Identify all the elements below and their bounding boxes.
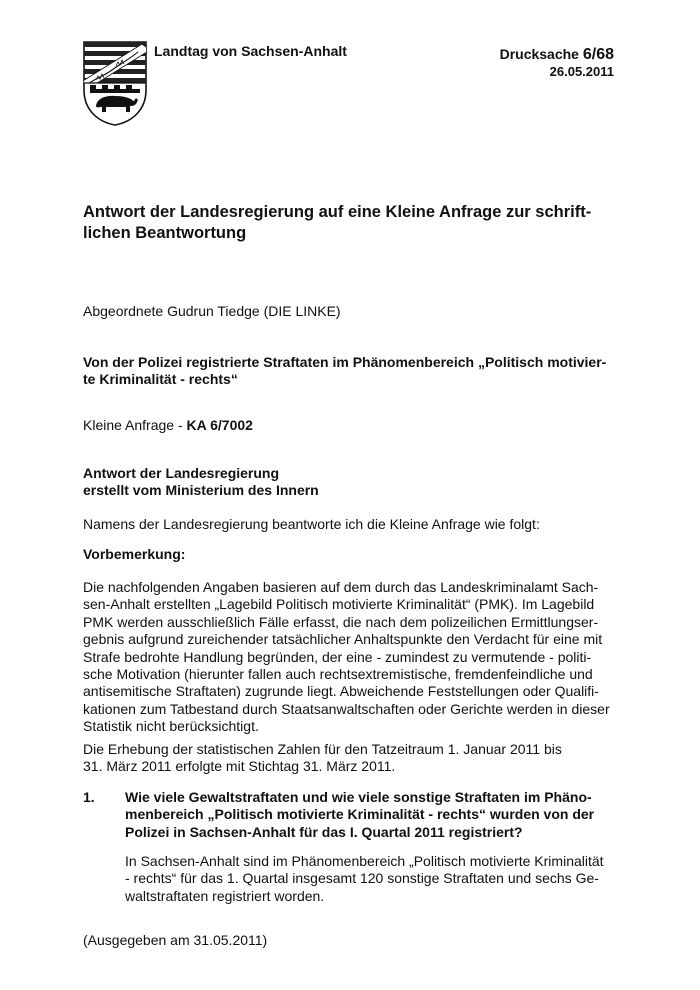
author-line: Abgeordnete Gudrun Tiedge (DIE LINKE) [83,303,341,319]
answer-line: waltstraftaten registriert worden. [125,887,325,904]
document-number-line [500,45,614,64]
paragraph-line: 31. März 2011 erfolgte mit Stichtag 31. März 2011. [83,758,396,775]
coat-of-arms-logo [82,40,148,126]
paragraph-line: sen-Anhalt erstellten „Lagebild Politisch motivierte Kriminalität“ (PMK). Im Lagebild [83,596,595,613]
document-date: 26.05.2011 [549,64,614,79]
question-line: Polizei in Sachsen-Anhalt für das I. Quartal 2011 registriert? [125,823,523,840]
document-label: Drucksache [499,46,579,62]
paragraph-line: Die nachfolgenden Angaben basieren auf dem durch das Landeskriminalamt Sach- [83,579,599,595]
subject-line: te Kriminalität - rechts“ [83,371,238,388]
paragraph-line: kationen zum Tatbestand durch Staatsanwaltschaften oder Gerichte werden in dieser [83,700,610,717]
answer-by-line: erstellt vom Ministerium des Innern [83,482,319,499]
issue-date-footer: (Ausgegeben am 31.05.2011) [83,932,268,948]
answer-by-line: Antwort der Landesregierung [83,465,280,481]
paragraph-line: Statistik nicht berücksichtigt. [83,718,259,735]
intro-sentence: Namens der Landesregierung beantworte ich die Kleine Anfrage wie folgt: [83,516,540,532]
paragraph-line: PMK werden ausschließlich Fälle erfasst, die nach dem polizeilichen Ermittlungser- [83,613,599,630]
document-reference [500,45,614,80]
subject-line: Von der Polizei registrierte Straftaten im Phänomenbereich „Politisch motivier- [83,354,607,370]
inquiry-reference [83,417,617,434]
inquiry-label: Kleine Anfrage - [83,417,187,433]
question-number: 1. [83,789,95,805]
answer-text [125,853,617,905]
answer-by-block [83,465,617,500]
title-line: Antwort der Landesregierung auf eine Kleine Anfrage zur schrift- [83,203,592,221]
paragraph-line: Strafe bedrohte Handlung begründen, der eine - zumindest zu vermutende - politi- [83,648,592,665]
period-paragraph [83,741,617,776]
question-line: menbereich „Politisch motivierte Kriminalität - rechts“ wurden von der [125,806,595,823]
inquiry-number: KA 6/7002 [186,417,253,433]
parliament-name: Landtag von Sachsen-Anhalt [154,43,347,59]
answer-line: - rechts“ für das 1. Quartal insgesamt 120 sonstige Straftaten und sechs Ge- [125,870,599,887]
title-line: lichen Beantwortung [83,224,247,242]
paragraph-line: sche Motivation (hierunter fallen auch rechtsextremistische, fremdenfeindliche und [83,666,593,683]
document-title [83,202,617,244]
paragraph-line: gebnis aufgrund zureichender tatsächlicher Anhaltspunkte den Verdacht für eine mit [83,631,603,648]
preliminary-paragraph [83,579,617,736]
paragraph-line: Die Erhebung der statistischen Zahlen für den Tatzeitraum 1. Januar 2011 bis [83,741,562,757]
paragraph-line: antisemitische Straftaten) zugrunde liegt. Abweichende Feststellungen oder Qualifi- [83,683,599,700]
answer-line: In Sachsen-Anhalt sind im Phänomenbereich „Politisch motivierte Kriminalität [125,853,604,869]
document-number: 6/68 [582,46,614,63]
subject-heading [83,354,617,389]
question-line: Wie viele Gewaltstraftaten und wie viele sonstige Straftaten im Phäno- [125,789,592,805]
preliminary-heading: Vorbemerkung: [83,546,186,562]
question-text [125,789,617,841]
